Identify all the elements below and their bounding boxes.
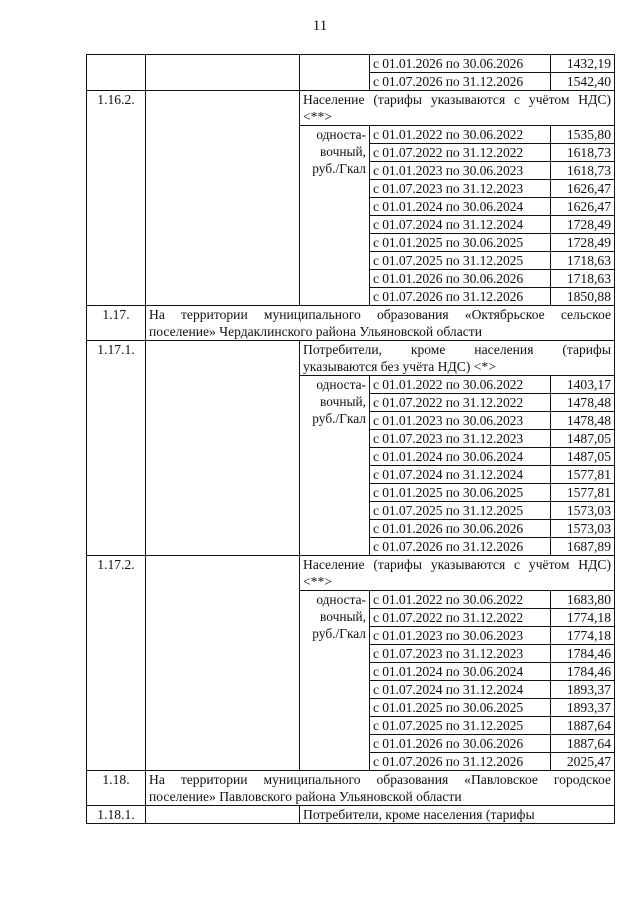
tariff-value-cell: 1403,17 [551,376,615,394]
tariff-value-cell: 1478,48 [551,394,615,412]
tariff-value-cell: 1718,63 [551,270,615,288]
tariff-value-cell: 1577,81 [551,466,615,484]
period-cell: с 01.01.2024 по 30.06.2024 [370,448,551,466]
consumer-group: Потребители, кроме населения (тарифы указываются без учёта НДС) <*> [300,341,615,376]
tariff-value-cell: 1774,18 [551,627,615,645]
period-cell: с 01.01.2026 по 30.06.2026 [370,270,551,288]
unit-cell: односта-вочный, руб./Гкал [300,126,370,306]
number-cell [87,55,146,91]
period-cell: с 01.01.2025 по 30.06.2025 [370,234,551,252]
period-cell: с 01.07.2023 по 31.12.2023 [370,180,551,198]
tariff-table [86,54,615,824]
tariff-value-cell: 2025,47 [551,753,615,771]
tariff-value-cell: 1626,47 [551,180,615,198]
tariff-value-cell: 1626,47 [551,198,615,216]
period-cell: с 01.01.2025 по 30.06.2025 [370,484,551,502]
period-cell: с 01.07.2026 по 31.12.2026 [370,73,551,91]
tariff-value-cell: 1573,03 [551,502,615,520]
period-cell: с 01.07.2024 по 31.12.2024 [370,216,551,234]
tariff-value-cell: 1784,46 [551,645,615,663]
name-cell [146,55,300,91]
tariff-value-cell: 1478,48 [551,412,615,430]
unit-cell: односта-вочный, руб./Гкал [300,376,370,556]
period-cell: с 01.07.2024 по 31.12.2024 [370,681,551,699]
period-cell: с 01.01.2023 по 30.06.2023 [370,627,551,645]
period-cell: с 01.01.2024 по 30.06.2024 [370,198,551,216]
period-cell: с 01.07.2023 по 31.12.2023 [370,430,551,448]
unit-cell [300,55,370,91]
unit-cell: односта-вочный, руб./Гкал [300,591,370,771]
consumer-group-row [87,341,615,376]
item-number: 1.18.1. [87,806,146,824]
item-number: 1.17.2. [87,556,146,771]
tariff-value-cell: 1728,49 [551,216,615,234]
period-cell: с 01.07.2025 по 31.12.2025 [370,717,551,735]
tariff-value-cell: 1893,37 [551,681,615,699]
period-cell: с 01.07.2025 по 31.12.2025 [370,502,551,520]
tariff-value-cell: 1784,46 [551,663,615,681]
tariff-value-cell: 1577,81 [551,484,615,502]
period-cell: с 01.07.2023 по 31.12.2023 [370,645,551,663]
territory-title: На территории муниципального образования «Павловское городское поселение» Павловского района Ульяновской области [146,771,615,806]
period-cell: с 01.07.2026 по 31.12.2026 [370,753,551,771]
territory-title: На территории муниципального образования «Октябрьское сельское поселение» Чердаклинского района Ульяновской области [146,306,615,341]
tariff-value-cell: 1618,73 [551,144,615,162]
period-cell: с 01.07.2026 по 31.12.2026 [370,538,551,556]
tariff-value-cell: 1487,05 [551,448,615,466]
tariff-value-cell: 1887,64 [551,717,615,735]
consumer-group: Потребители, кроме населения (тарифы [300,806,615,824]
period-cell: с 01.01.2022 по 30.06.2022 [370,126,551,144]
consumer-group-row [87,91,615,126]
tariff-value-cell: 1774,18 [551,609,615,627]
period-cell: с 01.01.2022 по 30.06.2022 [370,376,551,394]
period-cell: с 01.01.2026 по 30.06.2026 [370,735,551,753]
territory-row [87,306,615,341]
page-number: 11 [312,18,328,34]
tariff-table-body [87,55,615,824]
tariff-value-cell: 1683,80 [551,591,615,609]
period-cell: с 01.07.2024 по 31.12.2024 [370,466,551,484]
period-cell: с 01.01.2024 по 30.06.2024 [370,663,551,681]
period-cell: с 01.01.2025 по 30.06.2025 [370,699,551,717]
period-cell: с 01.07.2022 по 31.12.2022 [370,609,551,627]
period-cell: с 01.01.2022 по 30.06.2022 [370,591,551,609]
tariff-value-cell: 1432,19 [551,55,615,73]
period-cell: с 01.01.2023 по 30.06.2023 [370,162,551,180]
tariff-value-cell: 1573,03 [551,520,615,538]
period-cell: с 01.01.2026 по 30.06.2026 [370,520,551,538]
tariff-value-cell: 1893,37 [551,699,615,717]
tariff-value-cell: 1542,40 [551,73,615,91]
tariff-value-cell: 1718,63 [551,252,615,270]
tariff-value-cell: 1535,80 [551,126,615,144]
name-cell [146,556,300,771]
item-number: 1.17.1. [87,341,146,556]
table-row [87,806,615,824]
period-cell: с 01.01.2023 по 30.06.2023 [370,412,551,430]
tariff-value-cell: 1728,49 [551,234,615,252]
period-cell: с 01.07.2022 по 31.12.2022 [370,144,551,162]
territory-row [87,771,615,806]
period-cell: с 01.07.2022 по 31.12.2022 [370,394,551,412]
tariff-value-cell: 1618,73 [551,162,615,180]
consumer-group-row [87,556,615,591]
tariff-value-cell: 1850,88 [551,288,615,306]
item-number: 1.17. [87,306,146,341]
period-cell: с 01.07.2025 по 31.12.2025 [370,252,551,270]
item-number: 1.16.2. [87,91,146,306]
name-cell [146,341,300,556]
name-cell [146,806,300,824]
tariff-value-cell: 1887,64 [551,735,615,753]
tariff-value-cell: 1687,89 [551,538,615,556]
item-number: 1.18. [87,771,146,806]
name-cell [146,91,300,306]
consumer-group: Население (тарифы указываются с учётом НДС) <**> [300,556,615,591]
period-cell: с 01.01.2026 по 30.06.2026 [370,55,551,73]
period-cell: с 01.07.2026 по 31.12.2026 [370,288,551,306]
consumer-group: Население (тарифы указываются с учётом НДС) <**> [300,91,615,126]
tariff-value-cell: 1487,05 [551,430,615,448]
table-row [87,55,615,73]
